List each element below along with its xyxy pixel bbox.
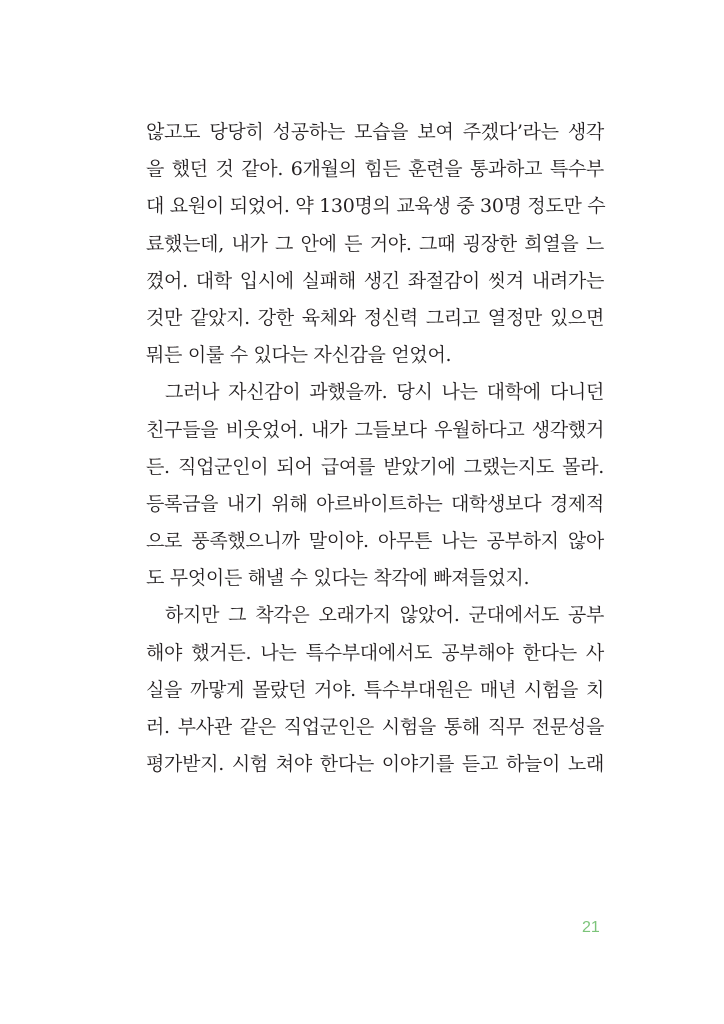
- text-line: 하지만 그 착각은 오래가지 않았어. 군대에서도 공부: [165, 604, 604, 627]
- text-line: 러. 부사관 같은 직업군인은 시험을 통해 직무 전문성을: [146, 716, 604, 738]
- text-line: 실을 까맣게 몰랐던 거야. 특수부대원은 매년 시험을 치: [146, 678, 604, 701]
- text-line: 대 요원이 되었어. 약 130명의 교육생 중 30명 정도만 수: [146, 195, 606, 218]
- text-line: 뭐든 이룰 수 있다는 자신감을 얻었어.: [146, 344, 452, 367]
- page-number: 21: [582, 919, 600, 936]
- text-line: 료했는데, 내가 그 안에 든 거야. 그때 굉장한 희열을 느: [146, 232, 604, 255]
- text-line: 것만 같았지. 강한 육체와 정신력 그리고 열정만 있으면: [146, 306, 604, 329]
- text-line: 든. 직업군인이 되어 급여를 받았기에 그랬는지도 몰라.: [146, 455, 604, 478]
- paragraph-2: [146, 374, 604, 597]
- text-line: 평가받지. 시험 쳐야 한다는 이야기를 듣고 하늘이 노래: [146, 753, 604, 776]
- text-line: 을 했던 것 같아. 6개월의 힘든 훈련을 통과하고 특수부: [146, 158, 604, 181]
- text-line: 으로 풍족했으니까 말이야. 아무튼 나는 공부하지 않아: [146, 530, 604, 553]
- text-line: 그러나 자신감이 과했을까. 당시 나는 대학에 다니던: [165, 381, 604, 404]
- text-line: 친구들을 비웃었어. 내가 그들보다 우월하다고 생각했거: [146, 418, 604, 441]
- page-body: [146, 114, 604, 783]
- paragraph-3: [146, 597, 604, 783]
- text-line: 해야 했거든. 나는 특수부대에서도 공부해야 한다는 사: [146, 641, 604, 664]
- text-line: 도 무엇이든 해낼 수 있다는 착각에 빠져들었지.: [146, 567, 530, 590]
- text-line: 꼈어. 대학 입시에 실패해 생긴 좌절감이 씻겨 내려가는: [146, 269, 604, 292]
- text-line: 등록금을 내기 위해 아르바이트하는 대학생보다 경제적: [146, 492, 604, 515]
- paragraph-1: [146, 114, 604, 374]
- text-line: 않고도 당당히 성공하는 모습을 보여 주겠다’라는 생각: [146, 121, 604, 143]
